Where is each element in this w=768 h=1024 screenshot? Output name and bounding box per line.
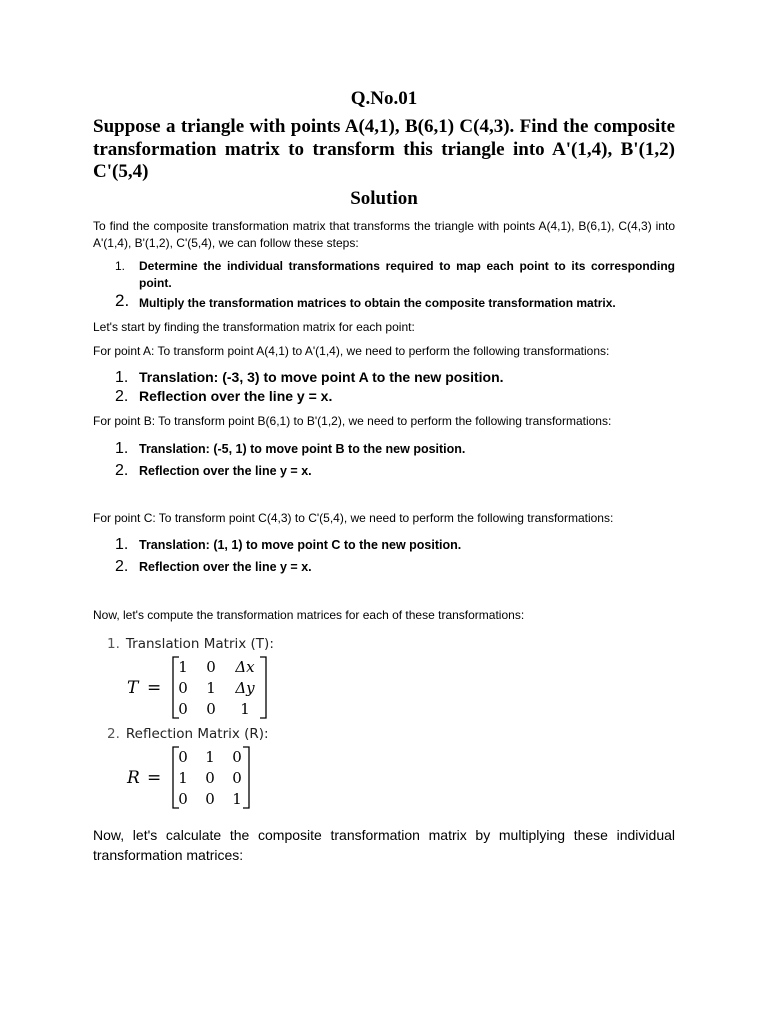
matrix-cell: Δy [235,679,255,697]
matrix-cell: 0 [206,658,216,676]
point-b-intro: For point B: To transform point B(6,1) to B'(1,2), we need to perform the following transformations: [93,414,612,428]
translation-matrix-label: 1. Translation Matrix (T): [107,636,274,652]
point-a-list [93,368,675,406]
closing-paragraph: Now, let's calculate the composite transformation matrix by multiplying these individual transformation matrices: [93,827,675,863]
matrix-cell: 0 [178,679,188,697]
list-item: 1. Translation: (-5, 1) to move point B to the new position. [115,440,466,457]
matrix-symbol: T [127,678,139,698]
list-item: 1. Translation: (-3, 3) to move point A to the new position. [115,369,504,386]
list-item: 1. Determine the individual transformations required to map each point to its corresponding point. [115,259,675,290]
list-item: 2. Reflection over the line y = x. [115,558,312,575]
matrix-cell: 0 [178,790,188,808]
point-c-list [93,534,675,578]
compute-intro: Now, let's compute the transformation matrices for each of these transformations: [93,608,525,622]
list-item: 2. Reflection over the line y = x. [115,462,312,479]
list-item: 2. Multiply the transformation matrices to obtain the composite transformation matrix. [115,291,616,310]
right-bracket [243,747,249,808]
matrix-cell: Δx [235,658,255,676]
matrix-cell: 0 [178,700,188,718]
matrix-cell: 1 [206,679,216,697]
matrix-cell: 1 [178,658,188,676]
steps-list [93,258,675,312]
point-b-list [93,438,675,482]
matrix-cell: 1 [240,700,250,718]
matrix-cell: 1 [205,748,215,766]
matrix-symbol: R [127,768,140,788]
matrices-block [93,632,675,812]
lets-start-paragraph: Let's start by finding the transformation matrix for each point: [93,320,415,334]
matrix-cell: 0 [205,790,215,808]
point-a-intro: For point A: To transform point A(4,1) to A'(1,4), we need to perform the following transformations: [93,344,610,358]
matrix-cell: 0 [178,748,188,766]
equals-sign: = [147,768,162,788]
right-bracket [260,657,266,718]
point-c-intro: For point C: To transform point C(4,3) to C'(5,4), we need to perform the following transformations: [93,511,614,525]
matrix-cell: 0 [206,700,216,718]
solution-heading: Solution [350,188,418,209]
equals-sign: = [147,678,162,698]
intro-paragraph: To find the composite transformation matrix that transforms the triangle with points A(4,1), B(6,1), C(4,3) into A'(1,4), B'(1,2), C'(5,4), we can follow these steps: [93,219,675,250]
reflection-matrix [123,744,323,814]
matrix-cell: 1 [178,769,188,787]
list-item: 1. Translation: (1, 1) to move point C to the new position. [115,536,462,553]
reflection-matrix-label: 2. Reflection Matrix (R): [107,726,269,742]
matrix-cell: 0 [232,769,242,787]
question-number: Q.No.01 [350,88,418,109]
matrix-cell: 0 [205,769,215,787]
matrix-cell: 0 [232,748,242,766]
list-item: 2. Reflection over the line y = x. [115,388,333,405]
matrix-cell: 1 [232,790,242,808]
question-text: Suppose a triangle with points A(4,1), B(6,1) C(4,3). Find the composite transformation matrix to transform this triangle into A'(1,4), B'(1,2) C'(5,4) [93,116,675,182]
